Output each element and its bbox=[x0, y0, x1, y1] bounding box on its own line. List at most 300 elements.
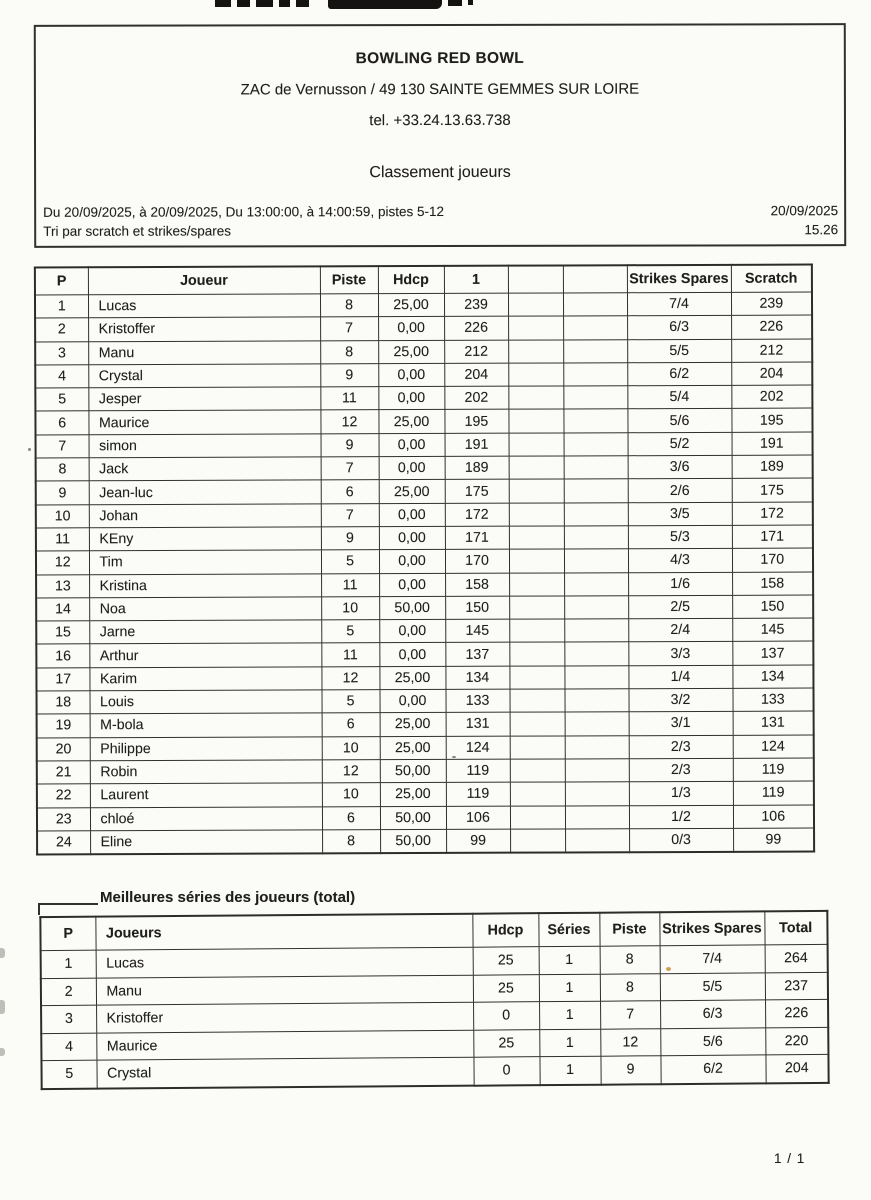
table-cell: 5/5 bbox=[660, 972, 765, 1000]
table-cell: 131 bbox=[733, 711, 814, 735]
table-row bbox=[36, 595, 813, 621]
table-cell: 5/6 bbox=[660, 1027, 765, 1055]
table-cell: 1 bbox=[41, 950, 96, 978]
table-cell: Crystal bbox=[88, 364, 320, 388]
table-cell: 6 bbox=[35, 411, 88, 435]
table-cell: 131 bbox=[446, 713, 510, 737]
table-cell: 21 bbox=[37, 761, 90, 785]
table-cell: 0,00 bbox=[379, 550, 445, 574]
table-cell bbox=[564, 479, 628, 503]
table-row bbox=[36, 502, 813, 528]
table-cell: 20 bbox=[37, 737, 90, 761]
table-cell: 5 bbox=[35, 388, 88, 412]
table-cell: 150 bbox=[445, 596, 509, 620]
table-cell: 6 bbox=[322, 713, 380, 737]
table-cell: Maurice bbox=[88, 410, 320, 434]
table-cell: 1 bbox=[539, 946, 600, 974]
table-cell: 1/6 bbox=[628, 572, 732, 596]
table-cell: 6/3 bbox=[660, 1000, 765, 1028]
table-cell: 195 bbox=[444, 410, 508, 434]
column-header: P bbox=[40, 917, 95, 951]
table-cell: 0,00 bbox=[379, 503, 445, 527]
table-cell bbox=[508, 386, 563, 410]
table-cell: Arthur bbox=[89, 643, 321, 667]
table-cell: Manu bbox=[88, 340, 320, 364]
table-cell: 1/3 bbox=[629, 782, 733, 806]
table-cell: 11 bbox=[320, 387, 378, 411]
column-header: Strikes Spares bbox=[659, 911, 764, 945]
table-cell: Jean-luc bbox=[89, 480, 321, 504]
table-cell: 0,00 bbox=[378, 363, 444, 387]
table-cell: 19 bbox=[37, 714, 90, 738]
table-row bbox=[35, 339, 812, 365]
table-cell bbox=[509, 433, 564, 457]
table-cell: 25,00 bbox=[380, 783, 446, 807]
table-cell: 11 bbox=[321, 573, 379, 597]
table-cell: 10 bbox=[322, 736, 380, 760]
table-cell: 13 bbox=[36, 574, 89, 598]
text-fragment bbox=[215, 0, 231, 7]
table-cell: 25 bbox=[473, 974, 539, 1002]
table-cell: 12 bbox=[321, 666, 379, 690]
table-cell: 5 bbox=[321, 690, 379, 714]
table-cell: 2 bbox=[35, 318, 88, 342]
table-cell: 158 bbox=[445, 573, 509, 597]
table-cell bbox=[509, 456, 564, 480]
table-cell: Lucas bbox=[96, 947, 473, 977]
table-row bbox=[37, 735, 814, 761]
table-row bbox=[36, 641, 813, 667]
table-cell: 170 bbox=[732, 548, 813, 572]
table-cell bbox=[508, 340, 563, 364]
table-cell: 8 bbox=[320, 340, 378, 364]
table-cell bbox=[509, 503, 564, 527]
column-header: Total bbox=[764, 911, 827, 945]
table-cell: Tim bbox=[89, 550, 321, 574]
table-cell bbox=[509, 549, 564, 573]
table-row bbox=[37, 805, 814, 831]
column-header: Piste bbox=[320, 266, 378, 294]
table-cell bbox=[510, 829, 565, 853]
table-row bbox=[41, 1054, 828, 1088]
table-cell: M-bola bbox=[90, 713, 322, 737]
best-series-title: Meilleures séries des joueurs (total) bbox=[100, 889, 356, 906]
table-cell bbox=[564, 689, 628, 713]
table-cell: 124 bbox=[446, 736, 510, 760]
table-row bbox=[36, 455, 813, 481]
table-cell: Philippe bbox=[90, 737, 322, 761]
table-cell: chloé bbox=[90, 806, 322, 830]
table-cell: 50,00 bbox=[380, 806, 446, 830]
table-cell: 134 bbox=[732, 665, 813, 689]
table-cell bbox=[564, 526, 628, 550]
column-header: 1 bbox=[444, 266, 508, 294]
table-row bbox=[36, 548, 813, 574]
table-cell: 9 bbox=[321, 527, 379, 551]
table-cell: 18 bbox=[37, 691, 90, 715]
column-header: Joueurs bbox=[95, 914, 472, 950]
table-cell: 8 bbox=[320, 294, 378, 318]
table-cell: 25,00 bbox=[379, 666, 445, 690]
table-cell: 4 bbox=[35, 365, 88, 389]
table-cell: 5/5 bbox=[627, 339, 731, 363]
table-cell: 2 bbox=[41, 978, 96, 1006]
column-header bbox=[563, 265, 627, 293]
table-cell: 145 bbox=[445, 619, 509, 643]
table-cell bbox=[563, 339, 627, 363]
table-cell: 175 bbox=[445, 480, 509, 504]
table-cell: 8 bbox=[600, 973, 660, 1001]
table-row bbox=[36, 478, 813, 504]
table-cell bbox=[510, 805, 565, 829]
text-fragment bbox=[256, 0, 273, 7]
venue-name: BOWLING RED BOWL bbox=[355, 49, 525, 68]
table-cell: 3/1 bbox=[629, 712, 733, 736]
table-cell bbox=[563, 316, 627, 340]
table-cell: 133 bbox=[445, 689, 509, 713]
table-cell: 50,00 bbox=[380, 759, 446, 783]
table-row bbox=[37, 688, 814, 714]
table-cell bbox=[564, 596, 628, 620]
table-cell: 3/2 bbox=[628, 688, 732, 712]
table-cell: 50,00 bbox=[379, 596, 445, 620]
table-row bbox=[36, 572, 813, 598]
table-cell bbox=[564, 456, 628, 480]
table-cell: 0,00 bbox=[379, 457, 445, 481]
table-cell: 133 bbox=[732, 688, 813, 712]
table-cell: 0/3 bbox=[629, 828, 733, 852]
table-cell: 6 bbox=[321, 480, 379, 504]
table-cell: Eline bbox=[90, 830, 322, 855]
table-cell: 0,00 bbox=[378, 387, 444, 411]
table-cell: Noa bbox=[89, 597, 321, 621]
table-cell: 3 bbox=[41, 1005, 96, 1033]
table-cell: 6/2 bbox=[660, 1055, 765, 1084]
table-cell bbox=[508, 293, 563, 317]
table-cell: 226 bbox=[444, 316, 508, 340]
table-cell: 0,00 bbox=[379, 573, 445, 597]
scan-artifact-cropped-text bbox=[0, 0, 871, 10]
column-header: Hdcp bbox=[378, 266, 444, 294]
table-cell: 106 bbox=[733, 805, 814, 829]
table-cell bbox=[565, 735, 629, 759]
table-cell: 25,00 bbox=[378, 410, 444, 434]
table-cell: 6/3 bbox=[627, 316, 731, 340]
table-cell: Crystal bbox=[96, 1057, 473, 1088]
table-cell: 4 bbox=[41, 1033, 96, 1061]
table-cell: 4/3 bbox=[628, 549, 732, 573]
table-cell: 264 bbox=[765, 944, 828, 972]
table-cell: 5/4 bbox=[627, 386, 731, 410]
table-cell: 5 bbox=[321, 550, 379, 574]
table-cell: 9 bbox=[320, 364, 378, 388]
table-cell: 204 bbox=[444, 363, 508, 387]
table-cell bbox=[510, 736, 565, 760]
table-cell: 124 bbox=[733, 735, 814, 759]
table-cell: 25 bbox=[473, 1029, 539, 1057]
table-cell: 10 bbox=[36, 504, 89, 528]
table-cell bbox=[510, 782, 565, 806]
legend-line bbox=[38, 903, 98, 905]
table-cell: 0,00 bbox=[379, 620, 445, 644]
table-cell bbox=[564, 502, 628, 526]
table-cell: 2/3 bbox=[629, 758, 733, 782]
table-cell bbox=[563, 363, 627, 387]
table-cell: 6 bbox=[322, 806, 380, 830]
table-cell: 24 bbox=[37, 831, 90, 855]
table-cell bbox=[564, 572, 628, 596]
ranking-header-row bbox=[35, 265, 812, 295]
table-row bbox=[35, 362, 812, 388]
table-cell: 175 bbox=[732, 478, 813, 502]
table-cell: 212 bbox=[444, 340, 508, 364]
session-info: Du 20/09/2025, à 20/09/2025, Du 13:00:00, à 14:00:59, pistes 5-12 bbox=[43, 203, 444, 220]
text-fragment bbox=[448, 0, 462, 6]
table-cell: 137 bbox=[445, 643, 509, 667]
table-cell: 106 bbox=[446, 806, 510, 830]
table-cell: Kristoffer bbox=[88, 317, 320, 341]
table-cell bbox=[509, 526, 564, 550]
table-cell: 7 bbox=[600, 1001, 660, 1029]
print-time: 15.26 bbox=[804, 222, 839, 238]
table-cell: 22 bbox=[37, 784, 90, 808]
column-header: Strikes Spares bbox=[627, 265, 731, 293]
table-row bbox=[37, 711, 814, 737]
table-cell bbox=[564, 619, 628, 643]
table-cell: 170 bbox=[445, 549, 509, 573]
table-cell: 2/4 bbox=[628, 618, 732, 642]
table-cell bbox=[565, 712, 629, 736]
table-cell bbox=[510, 759, 565, 783]
table-cell: Kristina bbox=[89, 573, 321, 597]
table-cell bbox=[509, 619, 564, 643]
table-cell: 1/2 bbox=[629, 805, 733, 829]
table-cell: 25,00 bbox=[380, 736, 446, 760]
table-row bbox=[36, 618, 813, 644]
table-cell: 99 bbox=[733, 828, 814, 852]
table-cell: 220 bbox=[765, 1027, 828, 1055]
table-cell: 99 bbox=[446, 829, 510, 853]
letterhead-box bbox=[34, 23, 846, 248]
table-cell: 191 bbox=[445, 433, 509, 457]
table-cell bbox=[508, 363, 563, 387]
print-date: 20/09/2025 bbox=[770, 203, 839, 219]
table-cell bbox=[563, 386, 627, 410]
table-cell bbox=[565, 829, 629, 853]
scan-speckle bbox=[28, 448, 31, 451]
table-cell: 0,00 bbox=[378, 317, 444, 341]
table-cell: 9 bbox=[36, 481, 89, 505]
table-cell: 7/4 bbox=[660, 945, 765, 973]
table-cell: 195 bbox=[731, 408, 812, 432]
table-cell: 25,00 bbox=[380, 713, 446, 737]
table-cell: Jarne bbox=[89, 620, 321, 644]
table-cell: 0,00 bbox=[379, 433, 445, 457]
table-cell: Kristoffer bbox=[96, 1002, 473, 1032]
table-cell: 16 bbox=[36, 644, 89, 668]
table-cell bbox=[564, 433, 628, 457]
text-fragment bbox=[237, 0, 250, 7]
table-cell: 0,00 bbox=[379, 643, 445, 667]
venue-address: ZAC de Vernusson / 49 130 SAINTE GEMMES SUR LOIRE bbox=[240, 80, 640, 99]
scan-speckle bbox=[666, 967, 671, 971]
table-cell: 17 bbox=[36, 668, 89, 692]
column-header: Séries bbox=[538, 913, 599, 947]
best-series-table bbox=[39, 910, 829, 1090]
table-cell: 204 bbox=[731, 362, 812, 386]
column-header: Hdcp bbox=[472, 913, 538, 947]
table-cell: 5/2 bbox=[628, 432, 732, 456]
table-cell: 1 bbox=[539, 974, 600, 1002]
table-cell bbox=[564, 665, 628, 689]
table-cell: 10 bbox=[321, 597, 379, 621]
table-cell: 150 bbox=[732, 595, 813, 619]
table-row bbox=[37, 758, 814, 784]
table-cell: 25 bbox=[473, 947, 539, 975]
table-cell: 5 bbox=[321, 620, 379, 644]
table-cell: 9 bbox=[321, 433, 379, 457]
column-header: Joueur bbox=[88, 266, 320, 294]
table-cell: simon bbox=[89, 434, 321, 458]
table-cell: Robin bbox=[90, 760, 322, 784]
table-row bbox=[35, 385, 812, 411]
table-row bbox=[35, 292, 812, 318]
table-cell: 237 bbox=[765, 972, 828, 1000]
table-cell: 0,00 bbox=[379, 689, 445, 713]
table-cell: 204 bbox=[765, 1054, 828, 1082]
table-cell bbox=[565, 759, 629, 783]
table-row bbox=[35, 408, 812, 434]
table-cell: KEny bbox=[89, 527, 321, 551]
table-cell bbox=[565, 782, 629, 806]
table-cell: Manu bbox=[96, 975, 473, 1005]
table-cell: 2/5 bbox=[628, 595, 732, 619]
table-cell: 3/3 bbox=[628, 642, 732, 666]
table-cell: 189 bbox=[732, 455, 813, 479]
table-cell bbox=[509, 689, 564, 713]
table-cell: 212 bbox=[731, 339, 812, 363]
table-cell: 189 bbox=[445, 456, 509, 480]
table-cell: 3/5 bbox=[628, 502, 732, 526]
text-fragment bbox=[279, 0, 290, 7]
table-cell: 12 bbox=[36, 551, 89, 575]
scan-edge-mark bbox=[0, 948, 5, 958]
table-cell bbox=[509, 479, 564, 503]
table-cell bbox=[563, 293, 627, 317]
table-row bbox=[36, 525, 813, 551]
table-cell: 226 bbox=[731, 315, 812, 339]
table-cell: Laurent bbox=[90, 783, 322, 807]
table-cell: 202 bbox=[444, 386, 508, 410]
table-row bbox=[35, 315, 812, 341]
venue-phone: tel. +33.24.13.63.738 bbox=[369, 111, 511, 130]
table-cell: 191 bbox=[732, 432, 813, 456]
table-cell: 7 bbox=[321, 503, 379, 527]
table-cell: 119 bbox=[733, 781, 814, 805]
table-cell: 172 bbox=[445, 503, 509, 527]
table-row bbox=[36, 432, 813, 458]
column-header bbox=[508, 265, 563, 293]
table-cell: 8 bbox=[36, 458, 89, 482]
scan-edge-mark bbox=[0, 1000, 5, 1014]
table-cell: 1 bbox=[539, 1001, 600, 1029]
table-cell: 158 bbox=[732, 572, 813, 596]
table-cell: Lucas bbox=[88, 294, 320, 318]
table-cell: 14 bbox=[36, 598, 89, 622]
text-fragment bbox=[468, 0, 473, 5]
table-cell bbox=[509, 642, 564, 666]
text-fragment bbox=[328, 0, 442, 9]
scan-speckle bbox=[452, 756, 456, 758]
table-cell bbox=[508, 316, 563, 340]
table-cell bbox=[510, 712, 565, 736]
table-cell: 2/6 bbox=[628, 479, 732, 503]
table-cell bbox=[509, 596, 564, 620]
table-cell: 25,00 bbox=[378, 293, 444, 317]
table-cell: Jesper bbox=[88, 387, 320, 411]
table-row bbox=[37, 828, 814, 855]
table-cell: 12 bbox=[600, 1028, 660, 1056]
table-cell: 239 bbox=[731, 292, 812, 316]
table-cell: 5/3 bbox=[628, 525, 732, 549]
table-row bbox=[36, 665, 813, 691]
table-cell: 23 bbox=[37, 807, 90, 831]
page-number: 1 / 1 bbox=[774, 1151, 806, 1166]
table-cell: 7 bbox=[320, 317, 378, 341]
table-cell: Jack bbox=[89, 457, 321, 481]
table-cell: 226 bbox=[765, 999, 828, 1027]
table-cell: 0,00 bbox=[379, 526, 445, 550]
table-cell bbox=[565, 805, 629, 829]
ranking-table bbox=[34, 264, 815, 856]
text-fragment bbox=[296, 0, 309, 7]
table-cell: 11 bbox=[321, 643, 379, 667]
report-meta bbox=[43, 201, 838, 241]
table-cell: 2/3 bbox=[629, 735, 733, 759]
table-cell: 50,00 bbox=[380, 829, 446, 853]
table-cell: Johan bbox=[89, 504, 321, 528]
table-cell: 239 bbox=[444, 293, 508, 317]
table-cell: 119 bbox=[446, 759, 510, 783]
document-title: Classement joueurs bbox=[369, 163, 511, 182]
table-cell: 11 bbox=[36, 528, 89, 552]
table-cell: 1/4 bbox=[628, 665, 732, 689]
table-cell: 0 bbox=[473, 1057, 539, 1086]
table-cell: 15 bbox=[36, 621, 89, 645]
table-cell: 7/4 bbox=[627, 292, 731, 316]
column-header: Scratch bbox=[731, 265, 812, 293]
table-row bbox=[37, 781, 814, 807]
table-cell: 172 bbox=[732, 502, 813, 526]
table-cell: 8 bbox=[600, 946, 660, 974]
table-cell: 10 bbox=[322, 783, 380, 807]
table-cell: 202 bbox=[731, 385, 812, 409]
table-cell: 9 bbox=[600, 1056, 660, 1084]
table-cell: 1 bbox=[539, 1056, 600, 1084]
table-cell: 0 bbox=[473, 1002, 539, 1030]
table-cell: 171 bbox=[732, 525, 813, 549]
table-cell: 5/6 bbox=[627, 409, 731, 433]
table-cell: 12 bbox=[322, 760, 380, 784]
column-header: P bbox=[35, 267, 88, 295]
table-cell: 1 bbox=[35, 295, 88, 319]
table-cell bbox=[508, 409, 563, 433]
table-cell: 3 bbox=[35, 341, 88, 365]
sort-info: Tri par scratch et strikes/spares bbox=[43, 223, 232, 239]
table-cell bbox=[509, 666, 564, 690]
table-cell: 25,00 bbox=[378, 340, 444, 364]
table-cell: Louis bbox=[90, 690, 322, 714]
